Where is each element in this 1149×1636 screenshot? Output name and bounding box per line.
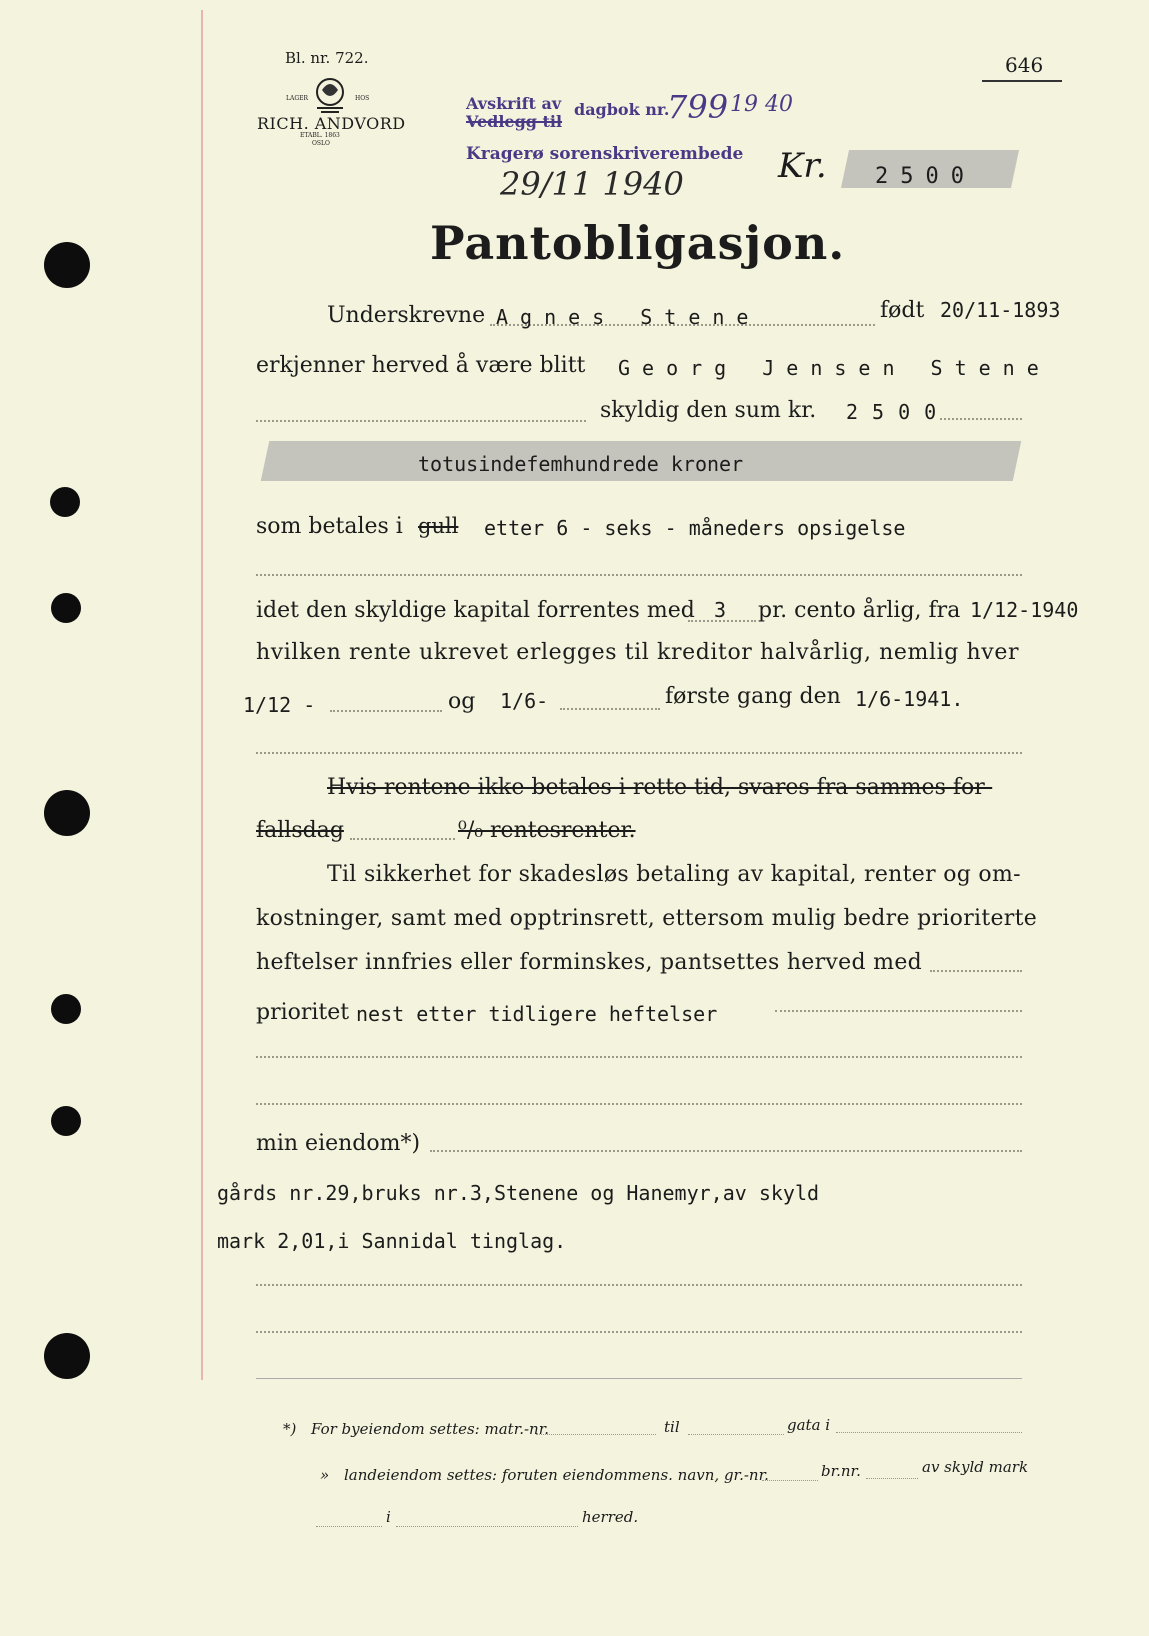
- leader-dots: [940, 418, 1022, 420]
- fodt-label: født: [880, 298, 925, 323]
- creditor-name: Georg Jensen Stene: [618, 356, 1051, 380]
- leader-dots: [560, 708, 660, 710]
- punch-hole: [44, 790, 90, 836]
- betales-label: som betales i: [256, 514, 403, 539]
- leader-dots: [256, 1284, 1022, 1286]
- punch-hole: [51, 1106, 81, 1136]
- debtor-name: Agnes Stene: [496, 305, 761, 329]
- publisher-name: RICH. ANDVORD: [257, 114, 406, 133]
- forste-label: første gang den: [665, 684, 841, 709]
- leader-dots: [256, 1056, 1022, 1058]
- interest-rate: 3: [714, 598, 727, 622]
- leader-dots: [688, 1434, 784, 1435]
- leader-dots: [330, 710, 442, 712]
- paragraph-line-3: heftelser innfries eller forminskes, pantsettes herved med: [256, 950, 923, 975]
- interest-from-date: 1/12-1940: [970, 598, 1079, 622]
- document-title: Pantobligasjon.: [430, 216, 846, 270]
- underskrevne-label: Underskrevne: [327, 303, 486, 328]
- publisher-established: ETABL. 1863: [300, 132, 340, 139]
- footnote-2-brnr: br.nr.: [821, 1462, 861, 1480]
- leader-dots: [430, 1150, 1022, 1152]
- betales-struck-gull: gull: [418, 514, 459, 538]
- stamp-avskrift: Avskrift av: [466, 94, 562, 113]
- struck-line-1: Hvis rentene ikke betales i rette tid, svares fra sammes for-: [327, 775, 993, 800]
- property-line-2: mark 2,01,i Sannidal tinglag.: [217, 1229, 567, 1253]
- leader-dots: [396, 1526, 578, 1527]
- first-date: 1/6-1941.: [855, 687, 964, 711]
- logo-lager-text: LAGER: [286, 95, 309, 102]
- leader-dots: [836, 1432, 1022, 1433]
- logo-hos-text: HOS: [355, 95, 370, 102]
- kr-amount: 2500: [875, 164, 976, 189]
- leader-dots: [775, 1010, 1022, 1012]
- term-date-2: 1/6-: [500, 689, 549, 713]
- punch-hole: [50, 487, 80, 517]
- footnote-2-label: landeiendom settes: foruten eiendommens. navn, gr.-nr.: [344, 1466, 769, 1484]
- hvilken-line: hvilken rente ukrevet erlegges til kreditor halvårlig, nemlig hver: [256, 640, 1020, 665]
- punch-hole: [51, 994, 81, 1024]
- leader-dots: [256, 1331, 1022, 1333]
- erkjenner-label: erkjenner herved å være blitt: [256, 353, 586, 378]
- footnote-3-i: i: [386, 1508, 391, 1526]
- dagbok-year: 19 40: [730, 92, 793, 117]
- punch-hole: [44, 1333, 90, 1379]
- stamp-office: Kragerø sorenskriverembede: [466, 144, 744, 164]
- leader-dots: [256, 1103, 1022, 1105]
- kr-label: Kr.: [778, 146, 827, 186]
- leader-dots: [256, 420, 586, 422]
- leader-dots: [316, 1526, 382, 1527]
- footnote-3-herred: herred.: [582, 1508, 639, 1526]
- leader-dots: [350, 838, 455, 840]
- betales-terms: etter 6 - seks - måneders opsigelse: [484, 516, 906, 540]
- punch-hole: [44, 242, 90, 288]
- handwritten-date: 29/11 1940: [500, 165, 684, 203]
- struck-line-2a: fallsdag: [256, 818, 344, 843]
- footnote-1-label: For byeiendom settes: matr.-nr.: [311, 1420, 550, 1438]
- property-line-1: gårds nr.29,bruks nr.3,Stenene og Hanemyr,av skyld: [217, 1181, 820, 1205]
- birth-date: 20/11-1893: [940, 298, 1061, 322]
- amount-words: totusindefemhundrede kroner: [418, 452, 744, 476]
- stamp-vedlegg-struck: Vedlegg til: [466, 112, 563, 131]
- og-label: og: [448, 689, 476, 714]
- footnote-2-skyld: av skyld mark: [922, 1458, 1029, 1476]
- stamp-dagbok-label: dagbok nr.: [574, 100, 670, 119]
- term-date-1: 1/12 -: [243, 693, 316, 717]
- paragraph-line-1: Til sikkerhet for skadesløs betaling av kapital, renter og om-: [327, 862, 1021, 887]
- skyldig-label: skyldig den sum kr.: [600, 398, 817, 423]
- prioritet-text: nest etter tidligere heftelser: [356, 1002, 718, 1026]
- idet-label: idet den skyldige kapital forrentes med: [256, 598, 695, 623]
- leader-dots: [866, 1478, 918, 1479]
- sum-amount: 2500: [846, 400, 951, 424]
- leader-dots: [536, 1434, 656, 1435]
- leader-dots: [762, 1480, 818, 1481]
- footnote-1-gata: gata i: [787, 1416, 831, 1434]
- page-number-underline: [982, 80, 1062, 82]
- dagbok-number: 799: [667, 88, 729, 126]
- footnote-rule: [256, 1378, 1022, 1379]
- leader-dots: [256, 574, 1022, 576]
- form-number: Bl. nr. 722.: [285, 49, 369, 67]
- punch-hole: [51, 593, 81, 623]
- leader-dots: [930, 970, 1022, 972]
- footnote-1-til: til: [664, 1418, 680, 1436]
- pr-cento-label: pr. cento årlig, fra: [758, 598, 961, 623]
- struck-line-2b: ⁰/₀ rentesrenter.: [458, 818, 636, 843]
- page-number: 646: [1005, 53, 1044, 77]
- publisher-city: OSLO: [312, 140, 330, 147]
- prioritet-label: prioritet: [256, 1000, 350, 1025]
- paragraph-line-2: kostninger, samt med opptrinsrett, ettersom mulig bedre prioriterte: [256, 906, 1038, 931]
- footnote-1-prefix: *): [283, 1420, 297, 1438]
- leader-dots: [256, 752, 1022, 754]
- publisher-logo-icon: [307, 74, 353, 118]
- eiendom-label: min eiendom*): [256, 1131, 421, 1156]
- margin-rule: [201, 10, 203, 1380]
- footnote-2-prefix: »: [320, 1466, 330, 1484]
